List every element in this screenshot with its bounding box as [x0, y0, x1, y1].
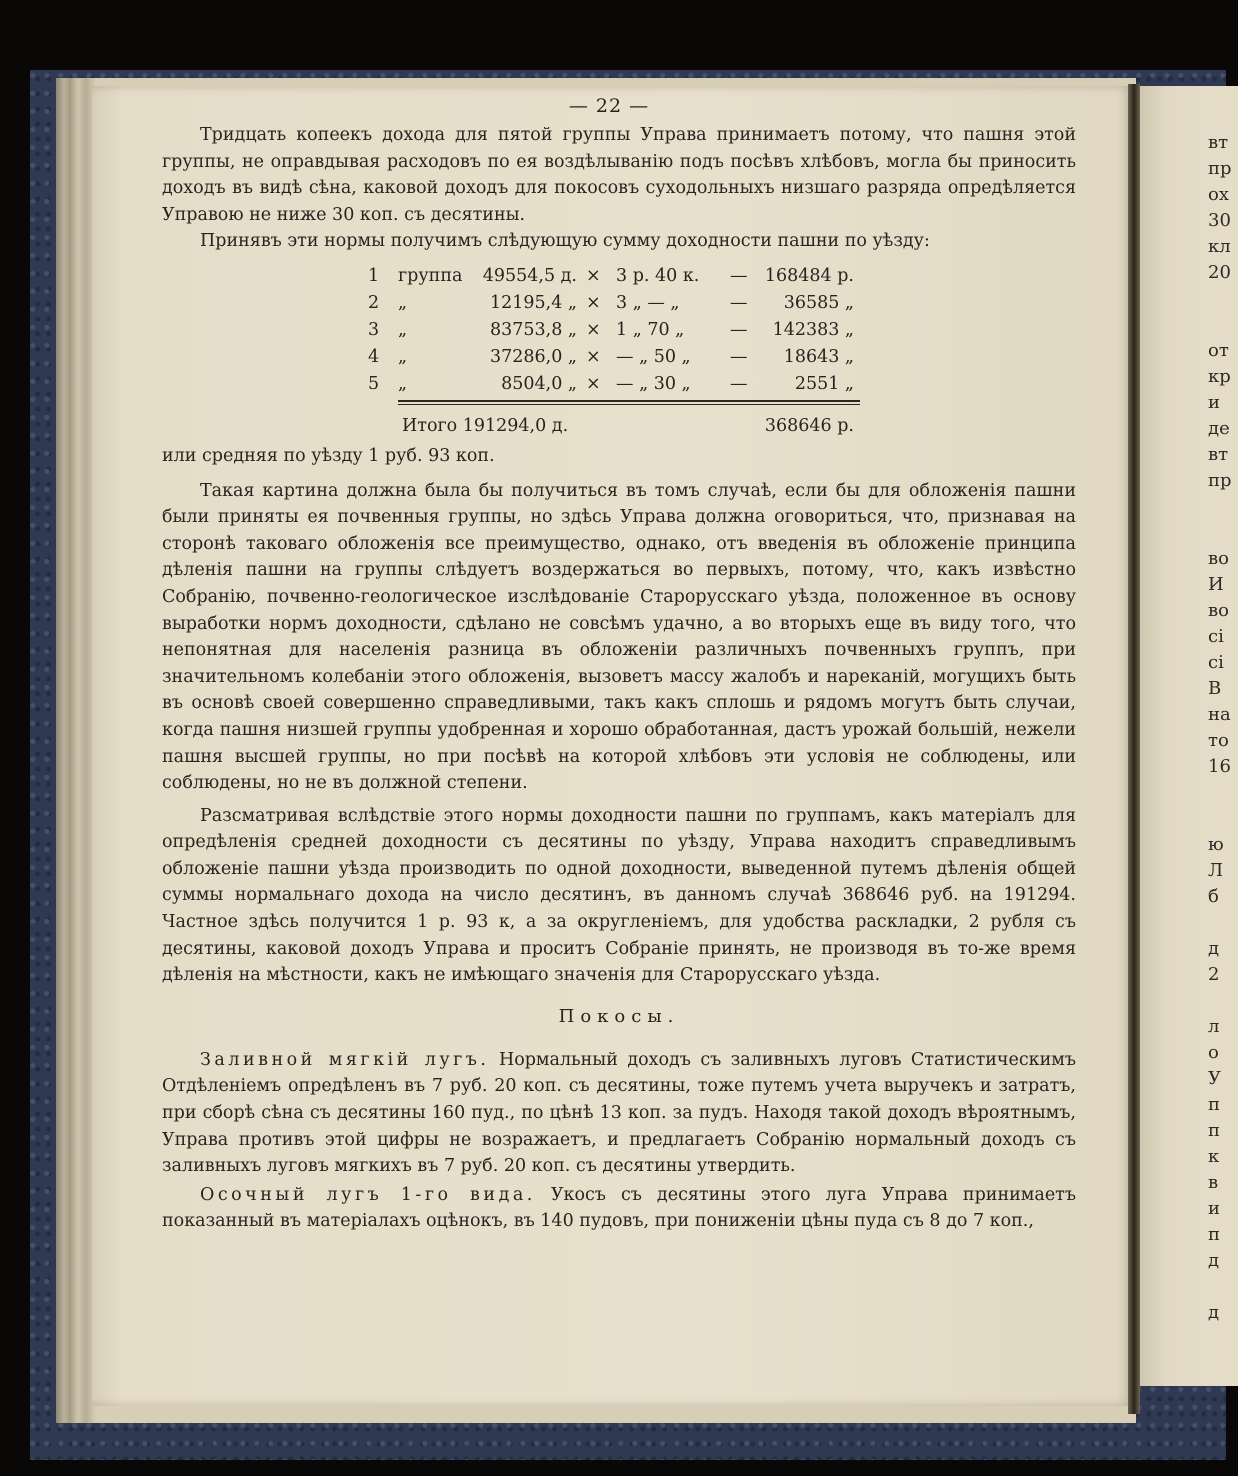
table-cell-dash: — [730, 265, 748, 286]
page-content [162, 86, 1076, 1235]
right-page-fragment: п [1208, 1224, 1220, 1245]
table-cell-times: × [586, 319, 601, 340]
right-page-fragment: к [1208, 1146, 1220, 1167]
right-page-fragment: вт [1208, 444, 1229, 465]
right-page-fragment: д [1208, 938, 1220, 959]
right-page-fragment: от [1208, 340, 1229, 361]
paragraph-1: Тридцать копеекъ дохода для пятой группы Управа принимаетъ потому, что пашня этой группы, не оправдывая расходовъ по ея воздѣлыванію подъ посѣвъ хлѣбовъ, могла бы приносить доходъ въ видѣ сѣна, каковой доходъ для покосовъ суходольныхъ низшаго разряда опредѣляется Управою не ниже 30 коп. съ десятины. [162, 125, 1076, 225]
table-cell-group: группа [398, 265, 463, 286]
page-number: — 22 — [568, 95, 650, 117]
table-cell-area: 83753,8 „ [490, 319, 577, 340]
table-cell-times: × [586, 373, 601, 394]
paragraph-2: Принявъ эти нормы получимъ слѣдующую сумму доходности пашни по уѣзду: [200, 231, 930, 252]
table-cell-times: × [586, 265, 601, 286]
right-page-fragment: 20 [1208, 262, 1231, 283]
table-cell-area: 8504,0 „ [501, 373, 577, 394]
table-total-sum: 368646 р. [764, 415, 854, 436]
right-page-fragment: о [1208, 1042, 1219, 1063]
right-page-fragment [1208, 806, 1228, 832]
table-cell-number: 3 [368, 319, 380, 340]
table-cell-sum: 2551 „ [794, 373, 854, 394]
right-page-fragment: ю [1208, 834, 1224, 855]
book-gutter [1128, 84, 1140, 1414]
table-cell-sum: 168484 р. [764, 265, 854, 286]
table-cell-dash: — [730, 319, 748, 340]
table-cell-area: 37286,0 „ [490, 346, 577, 367]
table-cell-rate: 1 „ 70 „ [616, 319, 685, 340]
right-page-fragment [1208, 494, 1228, 520]
table-cell-sum: 36585 „ [783, 292, 854, 313]
table-cell-number: 5 [368, 373, 380, 394]
table-cell-number: 4 [368, 346, 380, 367]
table-rule-thin [398, 404, 860, 405]
table-cell-sum: 142383 „ [772, 319, 854, 340]
table-cell-dash: — [730, 346, 748, 367]
paragraph-4: Такая картина должна была бы получиться въ томъ случаѣ, если бы для обложенія пашни были приняты ея почвенныя группы, но здѣсь Управа должна оговориться, что, признавая на сторонѣ таковаго обложенія все преимущество, однако, отъ введенія въ обложеніе принципа дѣленія пашни на группы слѣдуетъ воздержаться во первыхъ, потому, что, какъ извѣстно Собранію, почвенно-геологическое изслѣдованіе Старорусскаго уѣзда, положенное въ основу выработки нормъ доходности, сдѣлано не совсѣмъ удачно, а во вторыхъ еще въ виду того, что непонятная для населенія разница въ обложеніи различныхъ почвенныхъ группъ, при значительномъ колебаніи этого обложенія, вызоветъ массу жалобъ и нареканій, могущихъ быть въ основѣ своей совершенно справедливыми, такъ какъ сплошь и рядомъ могутъ быть случаи, когда пашня низшей группы удобренная и хорошо обработанная, дастъ урожай большій, нежели пашня высшей группы, но при посѣвѣ на которой хлѣбовъ эти условія не соблюдены, или соблюдены, но не въ должной степени. [162, 480, 1076, 794]
table-total-label: Итого 191294,0 д. [402, 415, 569, 436]
right-page-fragment [1208, 1274, 1228, 1300]
table-rule [398, 400, 860, 402]
right-page-fragment: Л [1208, 860, 1224, 881]
table-cell-times: × [586, 292, 601, 313]
right-page-fragment: сі [1208, 626, 1224, 647]
right-page-fragment: во [1208, 548, 1229, 569]
right-page-fragment: кр [1208, 366, 1231, 387]
table-cell-rate: — „ 50 „ [616, 346, 691, 367]
right-page-fragment: ох [1208, 184, 1229, 205]
right-page-fragment: пр [1208, 470, 1232, 491]
right-page-fragment: кл [1208, 236, 1231, 257]
table-cell-sum: 18643 „ [783, 346, 854, 367]
right-page-fragment: то [1208, 730, 1229, 751]
right-page-fragment: В [1208, 678, 1222, 699]
paragraph-6-lead: Заливной мягкій лугъ. [200, 1049, 490, 1070]
right-page-fragment: сі [1208, 652, 1224, 673]
right-page-fragment: пр [1208, 158, 1232, 179]
paragraph-6-body: Нормальный доходъ съ заливныхъ луговъ Статистическимъ Отдѣленіемъ опредѣленъ въ 7 руб. 20 коп. съ десятины, тоже путемъ учета выручекъ и затратъ, при сборѣ сѣна съ десятины 160 пуд., по цѣнѣ 13 коп. за пудъ. Находя такой доходъ вѣроятнымъ, Управа противъ этой цифры не возражаетъ, и предлагаетъ Собранію нормальный доходъ съ заливныхъ луговъ мягкихъ въ 7 руб. 20 коп. съ десятины утвердить. [162, 1049, 1076, 1177]
table-cell-number: 1 [368, 265, 380, 286]
right-page-fragment: вт [1208, 132, 1229, 153]
paragraph-7-body: Укосъ съ десятины этого луга Управа принимаетъ показанный въ матеріалахъ оцѣнокъ, въ 140 пудовъ, при пониженіи цѣны пуда съ 8 до 7 коп., [162, 1184, 1076, 1232]
right-page-fragment: де [1208, 418, 1230, 439]
right-page-fragment [1208, 988, 1228, 1014]
right-page-fragment: И [1208, 574, 1224, 595]
right-page-fragment: У [1208, 1068, 1222, 1089]
right-page-fragment: во [1208, 600, 1229, 621]
section-heading: Покосы. [558, 1005, 680, 1027]
paragraph-5: Разсматривая вслѣдствіе этого нормы доходности пашни по группамъ, какъ матеріалъ для опредѣленія средней доходности съ десятины по уѣзду, Управа находитъ справедливымъ обложеніе пашни уѣзда производить по одной доходности, выведенной путемъ дѣленія общей суммы нормальнаго дохода на число десятинъ, въ данномъ случаѣ 368646 руб. на 191294. Частное здѣсь получится 1 р. 93 к, а за округленіемъ, для удобства раскладки, 2 рубля съ десятины, каковой доходъ Управа и проситъ Собраніе принять, не производя въ то-же время дѣленія на мѣстности, какъ не имѣющаго значенія для Старорусскаго уѣзда. [162, 805, 1076, 986]
paragraph-7-lead: Осочный лугъ 1-го вида. [200, 1184, 536, 1205]
table-cell-rate: 3 р. 40 к. [616, 265, 700, 286]
table-cell-group: „ [398, 373, 408, 394]
paragraph-3: или средняя по уѣзду 1 руб. 93 коп. [162, 445, 495, 466]
table-cell-rate: 3 „ — „ [616, 292, 680, 313]
right-page-fragment: на [1208, 704, 1231, 725]
right-page-fragment: л [1208, 1016, 1220, 1037]
right-page-fragment [1208, 910, 1228, 936]
table-cell-area: 49554,5 д. [482, 265, 577, 286]
table-cell-group: „ [398, 319, 408, 340]
paragraph-6 [162, 1047, 1076, 1180]
right-page-fragment: 2 [1208, 964, 1220, 985]
table-cell-dash: — [730, 373, 748, 394]
right-page-text [1208, 130, 1232, 1326]
right-page-fragment: 16 [1208, 756, 1231, 777]
table-cell-dash: — [730, 292, 748, 313]
table-cell-group: „ [398, 292, 408, 313]
right-page-fragment: д [1208, 1250, 1220, 1271]
table-cell-group: „ [398, 346, 408, 367]
table-cell-times: × [586, 346, 601, 367]
right-page-fragment [1208, 780, 1228, 806]
right-page-fragment: п [1208, 1120, 1220, 1141]
table-cell-area: 12195,4 „ [490, 292, 577, 313]
right-page-fragment: в [1208, 1172, 1219, 1193]
income-table [162, 263, 1076, 443]
right-page-fragment: б [1208, 886, 1219, 907]
right-page-fragment: д [1208, 1302, 1220, 1323]
right-page-fragment [1208, 520, 1228, 546]
right-page-fragment [1208, 286, 1228, 312]
table-cell-number: 2 [368, 292, 380, 313]
right-page-fragment: и [1208, 1198, 1220, 1219]
right-page-fragment: п [1208, 1094, 1220, 1115]
right-page-fragment [1208, 312, 1228, 338]
paragraph-7 [162, 1182, 1076, 1235]
right-page-fragment: 30 [1208, 210, 1231, 231]
right-page-fragment: и [1208, 392, 1220, 413]
table-cell-rate: — „ 30 „ [616, 373, 691, 394]
